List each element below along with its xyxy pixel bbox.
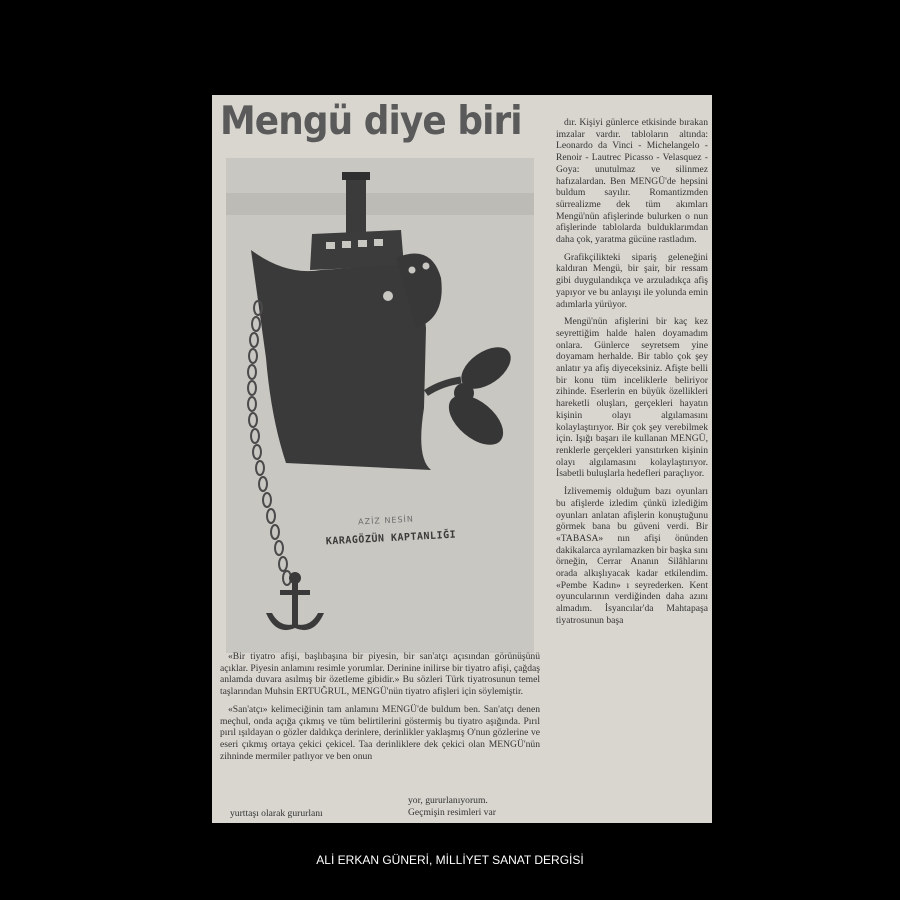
paragraph: İzlivememiş olduğum bazı oyunları bu afişlerde izledim çünkü izlediğim oyunları anlatan afişlerin konuştuğunu görmek bana bu güveni verdi. Bir «TABASA» nın afişi önünden dakikalarca ayrılamazken bir başka sını örneğin, Cerrar Ananın Silâhlarını orada alkışlıyacak kadar etkilendim. «Pembe Kadın» ı seyrederken. Kent oyuncularının verdiğinden daha azını almadım. İsyancılar'da Mahtapaşa tiyatrosunun başa [556,486,708,626]
text-line: yor, gururlanıyorum. [408,795,488,806]
left-column-last-line: yurttaşı olarak gururlanı [230,808,323,819]
poster-title: KARAGÖZÜN KAPTANLIĞI [325,529,457,548]
middle-column-fragment [408,795,548,818]
paragraph: Mengü'nün afişlerini bir kaç kez seyrettiğim halde halen doyamadım onlara. Günlerce seyretsem yine doyamam herhalde. Bir tablo çok şey anlatır ya afiş diyeceksiniz. Afişte belli bir konu tüm inceliklerle beliriyor zihinde. Eserlerin en büyük özellikleri hareketli oluşları, gerçekleri hayatın kişinin olayı algılamasını kolaylaştırıyor. Bir çok şey verebilmek için. Işığı başarı ile kullanan MENGÜ, renklerle gerçekleri yansıtırken kişinin olayı algılamasını kolaylaştırıyor. İsabetli buluşlarla hedefleri paraçlıyor. [556,316,708,480]
poster-author: AZİZ NESİN [357,514,415,527]
article-headline: Mengü diye biri [220,99,522,144]
anchor-icon [266,572,324,630]
poster-top-strip [226,193,534,215]
propeller-blade [440,386,512,455]
paragraph: Grafikçilikteki sipariş geleneğini kaldıran Mengü, bir şair, bir ressam gibi duygulandıkça ve arzuladıkça afiş yapıyor ve bu anlayışı ile yolunda emin adımlarla yürüyor. [556,251,708,310]
paragraph: dır. Kişiyi günlerce etkisinde bırakan imzalar vardır. tabloların altında: Leonardo da Vinci - Michelangelo - Renoir - Lautrec Picasso - Velasquez - Goya: unutulmaz ve silinmez hafızalardan. Ben MENGÜ'de hepsini buldum sayılır. Romantizmden sürrealizme dek tüm akımları Mengü'nün afişlerinde bulurken o nun afişlerinde tablolarda bulduklarımdan daha çok, yaratma gücüne rastladım. [556,117,708,246]
ship-funnel [346,176,366,234]
left-column-text [220,651,540,801]
right-column-text [556,117,708,817]
ship-bridge [310,230,404,270]
source-caption: ALİ ERKAN GÜNERİ, MİLLİYET SANAT DERGİSİ [316,853,584,867]
text-line: Geçmişin resimleri var [408,806,496,818]
paragraph: «San'atçı» kelimeciğinin tam anlamını MENGÜ'de buldum ben. San'atçı denen meçhul, onda açığa çıkmış ve tüm belirtilerini göstermiş bu tiyatro aşığında. Pırıl pırıl ışıldayan o gözler daldıkça derinlere, derinlikler yaklaşmış O'nun gözlerine ve eseri çıkmış ortaya çekici çekicel. Taa derinliklere dek çekici olan MENGÜ'nün zihninde mermiler patlıyor ve ben onun [220,703,540,762]
theatre-poster-image [226,158,534,653]
paragraph: «Bir tiyatro afişi, başlıbaşına bir piyesin, bir san'atçı açısından görünüşünü açıklar. Piyesin anlamını resimle yorumlar. Derinine inilirse bir tiyatro afişi, çağdaş anlamda duvara asılmış bir özetleme gibidir.» Bu sözleri Türk tiyatrosunun temel taşlarından Muhsin ERTUĞRUL, MENGÜ'nün tiyatro afişleri için söylemiştir. [220,651,540,698]
newspaper-clipping [212,95,712,823]
ship-illustration [226,158,534,653]
